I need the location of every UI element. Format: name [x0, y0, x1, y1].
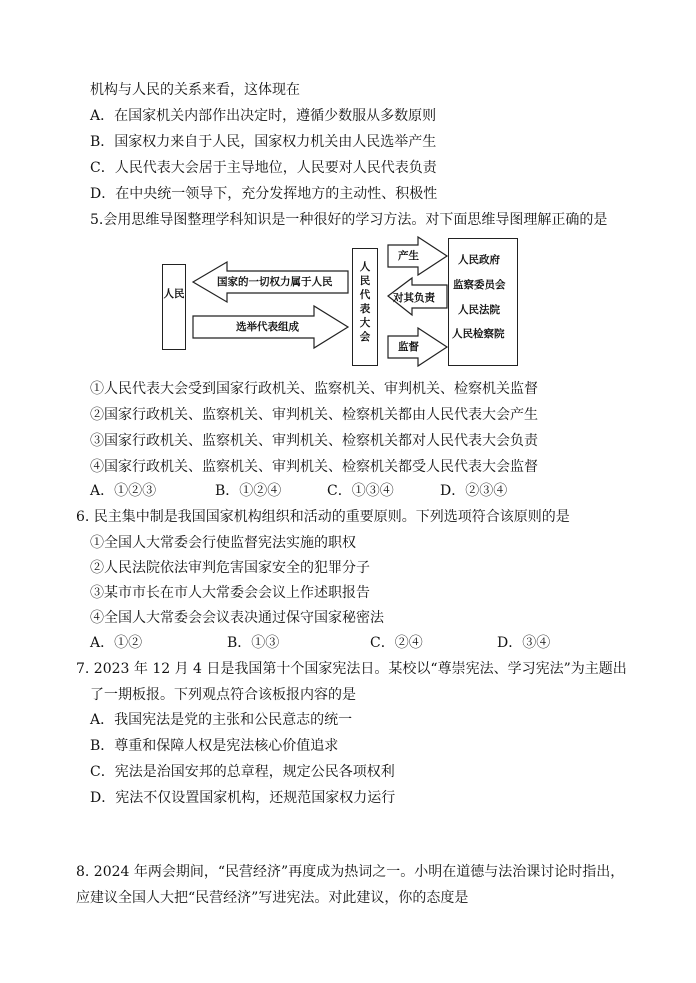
q6-statement-4: ④全国人大常委会会议表决通过保守国家秘密法	[90, 610, 384, 626]
q5-statement-3: ③国家行政机关、监察机关、审判机关、检察机关都对人民代表大会负责	[90, 433, 538, 449]
q5-choice-d: D．②③④	[440, 483, 508, 499]
arrow-produce-label: 产生	[398, 250, 419, 262]
q6-statement-1: ①全国人大常委会行使监督宪法实施的职权	[90, 535, 356, 551]
q8-stem-line1: 8. 2024 年两会期间，“民营经济”再度成为热词之一。小明在道德与法治课讨论时指出，	[76, 864, 625, 880]
arrow-responsible-label: 对其负责	[393, 292, 435, 304]
q6-choice-a: A．①②	[90, 635, 143, 651]
q6-choice-c: C．②④	[370, 635, 423, 651]
q8-stem-line2: 应建议全国人大把“民营经济”写进宪法。对此建议，你的态度是	[76, 890, 469, 906]
q6-stem: 6. 民主集中制是我国国家机构组织和活动的重要原则。下列选项符合该原则的是	[76, 509, 570, 525]
q5-statement-2: ②国家行政机关、监察机关、审判机关、检察机关都由人民代表大会产生	[90, 407, 538, 423]
q6-statement-3: ③某市市长在市人大常委会会议上作述职报告	[90, 585, 370, 601]
q4-option-a: A．在国家机关内部作出决定时，遵循少数服从多数原则	[90, 108, 437, 124]
people-box	[162, 264, 186, 350]
q7-option-b: B．尊重和保障人权是宪法核心价值追求	[90, 738, 339, 754]
q4-option-c: C．人民代表大会居于主导地位，人民要对人民代表负责	[90, 160, 437, 176]
q7-stem-line2: 了一期板报。下列观点符合该板报内容的是	[90, 687, 356, 703]
organ-court: 人民法院	[458, 304, 500, 316]
q4-option-b: B．国家权力来自于人民，国家权力机关由人民选举产生	[90, 134, 437, 150]
q5-choice-a: A．①②③	[90, 483, 157, 499]
q4-option-d: D．在中央统一领导下，充分发挥地方的主动性、积极性	[90, 186, 438, 202]
q7-option-d: D．宪法不仅设置国家机构，还规范国家权力运行	[90, 790, 396, 806]
q4-stem-tail: 机构与人民的关系来看，这体现在	[90, 82, 300, 98]
q7-stem-line1: 7. 2023 年 12 月 4 日是我国第十个国家宪法日。某校以“尊崇宪法、学习宪法”为主题出	[76, 661, 627, 677]
q5-statement-1: ①人民代表大会受到国家行政机关、监察机关、审判机关、检察机关监督	[90, 381, 538, 397]
organ-supervision: 监察委员会	[453, 279, 506, 291]
arrow-top-label: 国家的一切权力属于人民	[217, 276, 333, 288]
q5-stem: 5.会用思维导图整理学科知识是一种很好的学习方法。对下面思维导图理解正确的是	[90, 212, 608, 228]
q7-option-a: A．我国宪法是党的主张和公民意志的统一	[90, 712, 353, 728]
arrow-supervise-label: 监督	[398, 341, 419, 353]
congress-label: 人民代表大会	[359, 261, 371, 343]
q5-choice-b: B．①②④	[215, 483, 282, 499]
q5-statement-4: ④国家行政机关、监察机关、审判机关、检察机关都受人民代表大会监督	[90, 459, 538, 475]
q6-choice-b: B．①③	[227, 635, 280, 651]
people-label: 人民	[163, 288, 185, 300]
q7-option-c: C．宪法是治国安邦的总章程，规定公民各项权利	[90, 764, 395, 780]
q5-choice-c: C．①③④	[327, 483, 394, 499]
q6-choice-d: D．③④	[497, 635, 551, 651]
organ-government: 人民政府	[458, 254, 500, 266]
q6-statement-2: ②人民法院依法审判危害国家安全的犯罪分子	[90, 560, 370, 576]
arrow-bottom-label: 选举代表组成	[236, 321, 299, 333]
organ-procuratorate: 人民检察院	[452, 328, 505, 340]
